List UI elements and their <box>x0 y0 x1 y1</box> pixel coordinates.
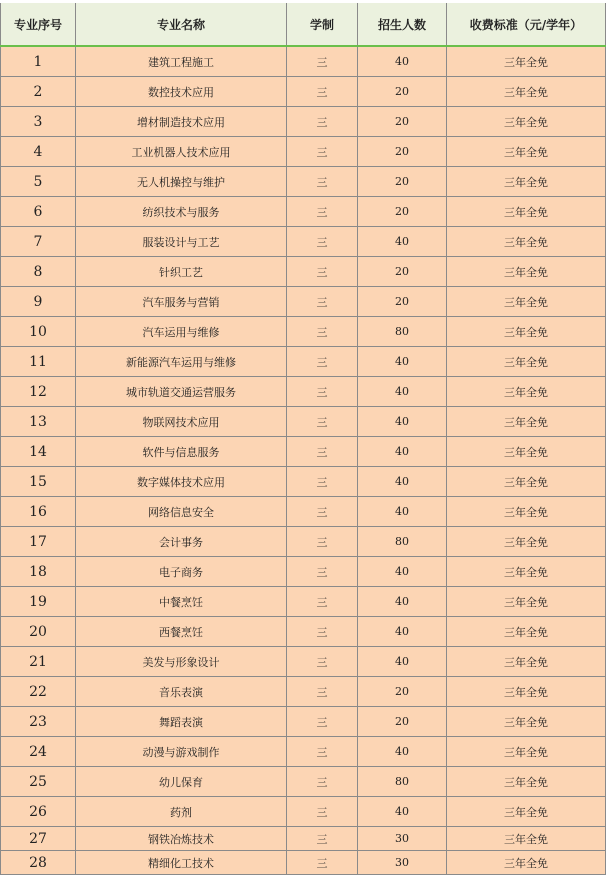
fee-cell[interactable]: 三年全免 <box>447 677 606 707</box>
enrollment-cell[interactable]: 40 <box>358 377 447 407</box>
table-row <box>1 677 606 707</box>
fee-cell[interactable]: 三年全免 <box>447 46 606 77</box>
fee-cell[interactable]: 三年全免 <box>447 497 606 527</box>
fee-cell[interactable]: 三年全免 <box>447 107 606 137</box>
header-major-name: 专业名称 <box>76 3 287 46</box>
duration-cell[interactable]: 三 <box>287 317 358 347</box>
major-name-cell[interactable]: 电子商务 <box>76 557 287 587</box>
major-name-cell[interactable]: 针织工艺 <box>76 257 287 287</box>
fee-cell[interactable]: 三年全免 <box>447 197 606 227</box>
duration-cell[interactable]: 三 <box>287 677 358 707</box>
table-row <box>1 647 606 677</box>
major-name-cell[interactable]: 西餐烹饪 <box>76 617 287 647</box>
fee-cell[interactable]: 三年全免 <box>447 377 606 407</box>
index-cell[interactable]: 24 <box>1 737 76 767</box>
enrollment-cell[interactable]: 40 <box>358 737 447 767</box>
major-name-cell[interactable]: 网络信息安全 <box>76 497 287 527</box>
fee-cell[interactable]: 三年全免 <box>447 647 606 677</box>
table-row <box>1 587 606 617</box>
fee-cell[interactable]: 三年全免 <box>447 347 606 377</box>
table-row <box>1 347 606 377</box>
major-name-cell[interactable]: 精细化工技术 <box>76 851 287 875</box>
major-name-cell[interactable]: 会计事务 <box>76 527 287 557</box>
duration-cell[interactable]: 三 <box>287 647 358 677</box>
enrollment-cell[interactable]: 40 <box>358 467 447 497</box>
index-cell[interactable]: 20 <box>1 617 76 647</box>
duration-cell[interactable]: 三 <box>287 737 358 767</box>
enrollment-cell[interactable]: 80 <box>358 767 447 797</box>
enrollment-cell[interactable]: 40 <box>358 407 447 437</box>
fee-cell[interactable]: 三年全免 <box>447 437 606 467</box>
major-name-cell[interactable]: 工业机器人技术应用 <box>76 137 287 167</box>
fee-cell[interactable]: 三年全免 <box>447 707 606 737</box>
enrollment-cell[interactable]: 40 <box>358 46 447 77</box>
index-cell[interactable]: 2 <box>1 77 76 107</box>
enrollment-cell[interactable]: 40 <box>358 497 447 527</box>
enrollment-cell[interactable]: 40 <box>358 617 447 647</box>
major-name-cell[interactable]: 数控技术应用 <box>76 77 287 107</box>
duration-cell[interactable]: 三 <box>287 767 358 797</box>
enrollment-cell[interactable]: 20 <box>358 77 447 107</box>
enrollment-cell[interactable]: 20 <box>358 287 447 317</box>
enrollment-cell[interactable]: 20 <box>358 107 447 137</box>
duration-cell[interactable]: 三 <box>287 587 358 617</box>
fee-cell[interactable]: 三年全免 <box>447 287 606 317</box>
major-name-cell[interactable]: 药剂 <box>76 797 287 827</box>
index-cell[interactable]: 17 <box>1 527 76 557</box>
duration-cell[interactable]: 三 <box>287 197 358 227</box>
header-row <box>1 3 606 46</box>
enrollment-cell[interactable]: 20 <box>358 677 447 707</box>
major-name-cell[interactable]: 汽车运用与维修 <box>76 317 287 347</box>
major-name-cell[interactable]: 舞蹈表演 <box>76 707 287 737</box>
header-duration: 学制 <box>287 3 358 46</box>
index-cell[interactable]: 3 <box>1 107 76 137</box>
index-cell[interactable]: 12 <box>1 377 76 407</box>
enrollment-cell[interactable]: 20 <box>358 257 447 287</box>
index-cell[interactable]: 27 <box>1 827 76 851</box>
header-fee: 收费标准（元/学年） <box>447 3 606 46</box>
major-name-cell[interactable]: 城市轨道交通运营服务 <box>76 377 287 407</box>
major-name-cell[interactable]: 幼儿保育 <box>76 767 287 797</box>
table-row <box>1 107 606 137</box>
enrollment-cell[interactable]: 40 <box>358 587 447 617</box>
index-cell[interactable]: 26 <box>1 797 76 827</box>
fee-cell[interactable]: 三年全免 <box>447 557 606 587</box>
fee-cell[interactable]: 三年全免 <box>447 227 606 257</box>
duration-cell[interactable]: 三 <box>287 557 358 587</box>
index-cell[interactable]: 7 <box>1 227 76 257</box>
enrollment-cell[interactable]: 20 <box>358 707 447 737</box>
index-cell[interactable]: 28 <box>1 851 76 875</box>
duration-cell[interactable]: 三 <box>287 437 358 467</box>
table-row <box>1 497 606 527</box>
major-name-cell[interactable]: 软件与信息服务 <box>76 437 287 467</box>
table-row <box>1 797 606 827</box>
major-name-cell[interactable]: 汽车服务与营销 <box>76 287 287 317</box>
index-cell[interactable]: 9 <box>1 287 76 317</box>
table-row <box>1 557 606 587</box>
table-row <box>1 617 606 647</box>
duration-cell[interactable]: 三 <box>287 46 358 77</box>
fee-cell[interactable]: 三年全免 <box>447 137 606 167</box>
duration-cell[interactable]: 三 <box>287 107 358 137</box>
duration-cell[interactable]: 三 <box>287 527 358 557</box>
major-name-cell[interactable]: 美发与形象设计 <box>76 647 287 677</box>
duration-cell[interactable]: 三 <box>287 167 358 197</box>
duration-cell[interactable]: 三 <box>287 377 358 407</box>
index-cell[interactable]: 25 <box>1 767 76 797</box>
fee-cell[interactable]: 三年全免 <box>447 851 606 875</box>
index-cell[interactable]: 14 <box>1 437 76 467</box>
enrollment-cell[interactable]: 30 <box>358 851 447 875</box>
index-cell[interactable]: 1 <box>1 46 76 77</box>
fee-cell[interactable]: 三年全免 <box>447 797 606 827</box>
enrollment-cell[interactable]: 30 <box>358 827 447 851</box>
major-name-cell[interactable]: 增材制造技术应用 <box>76 107 287 137</box>
table-row <box>1 227 606 257</box>
enrollment-cell[interactable]: 40 <box>358 347 447 377</box>
table-row <box>1 137 606 167</box>
index-cell[interactable]: 23 <box>1 707 76 737</box>
index-cell[interactable]: 13 <box>1 407 76 437</box>
duration-cell[interactable]: 三 <box>287 347 358 377</box>
duration-cell[interactable]: 三 <box>287 797 358 827</box>
fee-cell[interactable]: 三年全免 <box>447 527 606 557</box>
fee-cell[interactable]: 三年全免 <box>447 167 606 197</box>
major-name-cell[interactable]: 无人机操控与维护 <box>76 167 287 197</box>
table-row <box>1 407 606 437</box>
duration-cell[interactable]: 三 <box>287 257 358 287</box>
duration-cell[interactable]: 三 <box>287 137 358 167</box>
table-row <box>1 851 606 875</box>
header-index: 专业序号 <box>1 3 76 46</box>
index-cell[interactable]: 19 <box>1 587 76 617</box>
table-row <box>1 737 606 767</box>
index-cell[interactable]: 10 <box>1 317 76 347</box>
duration-cell[interactable]: 三 <box>287 77 358 107</box>
table-row <box>1 167 606 197</box>
duration-cell[interactable]: 三 <box>287 287 358 317</box>
index-cell[interactable]: 8 <box>1 257 76 287</box>
index-cell[interactable]: 4 <box>1 137 76 167</box>
table-row <box>1 46 606 77</box>
table-row <box>1 377 606 407</box>
table-row <box>1 197 606 227</box>
enrollment-cell[interactable]: 40 <box>358 437 447 467</box>
major-name-cell[interactable]: 建筑工程施工 <box>76 46 287 77</box>
header-enrollment: 招生人数 <box>358 3 447 46</box>
duration-cell[interactable]: 三 <box>287 407 358 437</box>
duration-cell[interactable]: 三 <box>287 497 358 527</box>
major-name-cell[interactable]: 中餐烹饪 <box>76 587 287 617</box>
fee-cell[interactable]: 三年全免 <box>447 257 606 287</box>
index-cell[interactable]: 21 <box>1 647 76 677</box>
table-row <box>1 287 606 317</box>
major-name-cell[interactable]: 服装设计与工艺 <box>76 227 287 257</box>
fee-cell[interactable]: 三年全免 <box>447 77 606 107</box>
enrollment-cell[interactable]: 40 <box>358 797 447 827</box>
major-name-cell[interactable]: 钢铁冶炼技术 <box>76 827 287 851</box>
duration-cell[interactable]: 三 <box>287 227 358 257</box>
index-cell[interactable]: 6 <box>1 197 76 227</box>
enrollment-cell[interactable]: 20 <box>358 137 447 167</box>
index-cell[interactable]: 15 <box>1 467 76 497</box>
table-row <box>1 77 606 107</box>
fee-cell[interactable]: 三年全免 <box>447 587 606 617</box>
fee-cell[interactable]: 三年全免 <box>447 767 606 797</box>
index-cell[interactable]: 16 <box>1 497 76 527</box>
table-row <box>1 707 606 737</box>
index-cell[interactable]: 22 <box>1 677 76 707</box>
duration-cell[interactable]: 三 <box>287 851 358 875</box>
fee-cell[interactable]: 三年全免 <box>447 827 606 851</box>
duration-cell[interactable]: 三 <box>287 467 358 497</box>
table-row <box>1 257 606 287</box>
major-name-cell[interactable]: 数字媒体技术应用 <box>76 467 287 497</box>
fee-cell[interactable]: 三年全免 <box>447 467 606 497</box>
table-row <box>1 767 606 797</box>
enrollment-cell[interactable]: 80 <box>358 527 447 557</box>
table-row <box>1 467 606 497</box>
enrollment-cell[interactable]: 40 <box>358 557 447 587</box>
enrollment-cell[interactable]: 40 <box>358 227 447 257</box>
enrollment-table <box>0 3 606 875</box>
enrollment-cell[interactable]: 20 <box>358 167 447 197</box>
fee-cell[interactable]: 三年全免 <box>447 317 606 347</box>
fee-cell[interactable]: 三年全免 <box>447 737 606 767</box>
duration-cell[interactable]: 三 <box>287 827 358 851</box>
major-name-cell[interactable]: 新能源汽车运用与维修 <box>76 347 287 377</box>
index-cell[interactable]: 18 <box>1 557 76 587</box>
table-row <box>1 317 606 347</box>
enrollment-cell[interactable]: 20 <box>358 197 447 227</box>
index-cell[interactable]: 5 <box>1 167 76 197</box>
fee-cell[interactable]: 三年全免 <box>447 407 606 437</box>
major-name-cell[interactable]: 物联网技术应用 <box>76 407 287 437</box>
duration-cell[interactable]: 三 <box>287 707 358 737</box>
enrollment-cell[interactable]: 80 <box>358 317 447 347</box>
table-row <box>1 827 606 851</box>
enrollment-cell[interactable]: 40 <box>358 647 447 677</box>
major-name-cell[interactable]: 音乐表演 <box>76 677 287 707</box>
table-row <box>1 527 606 557</box>
major-name-cell[interactable]: 纺织技术与服务 <box>76 197 287 227</box>
major-name-cell[interactable]: 动漫与游戏制作 <box>76 737 287 767</box>
table-row <box>1 437 606 467</box>
index-cell[interactable]: 11 <box>1 347 76 377</box>
duration-cell[interactable]: 三 <box>287 617 358 647</box>
fee-cell[interactable]: 三年全免 <box>447 617 606 647</box>
